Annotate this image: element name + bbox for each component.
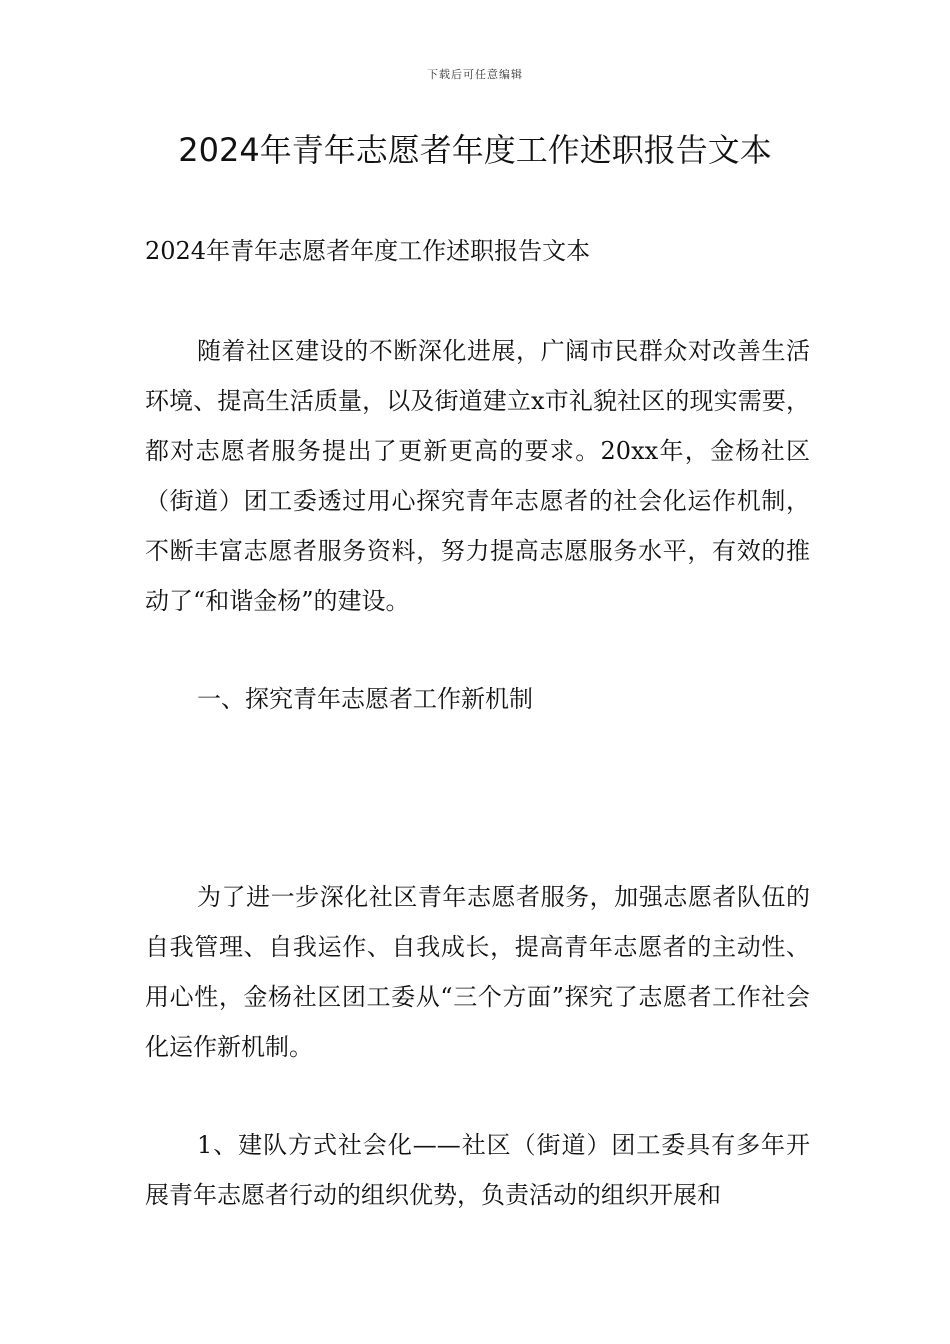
paragraph-mechanism: 为了进一步深化社区青年志愿者服务，加强志愿者队伍的自我管理、自我运作、自我成长，提高青年志愿者的主动性、用心性，金杨社区团工委从“三个方面”探究了志愿者工作社会化运作新机制。 (145, 883, 810, 1061)
document-title: 2024年青年志愿者年度工作述职报告文本 (178, 131, 772, 169)
paragraph-intro: 随着社区建设的不断深化进展，广阔市民群众对改善生活环境、提高生活质量，以及街道建立x市礼貌社区的现实需要，都对志愿者服务提出了更新更高的要求。20xx年，金杨社区（街道）团工委透过用心探究青年志愿者的社会化运作机制，不断丰富志愿者服务资料，努力提高志愿服务水平，有效的推动了“和谐金杨”的建设。 (145, 337, 810, 615)
document-subtitle: 2024年青年志愿者年度工作述职报告文本 (145, 237, 591, 265)
section-heading: 一、探究青年志愿者工作新机制 (197, 685, 533, 713)
paragraph-team-building: 1、建队方式社会化——社区（街道）团工委具有多年开展青年志愿者行动的组织优势，负责活动的组织开展和 (145, 1131, 810, 1209)
header-note: 下载后可任意编辑 (427, 68, 523, 81)
